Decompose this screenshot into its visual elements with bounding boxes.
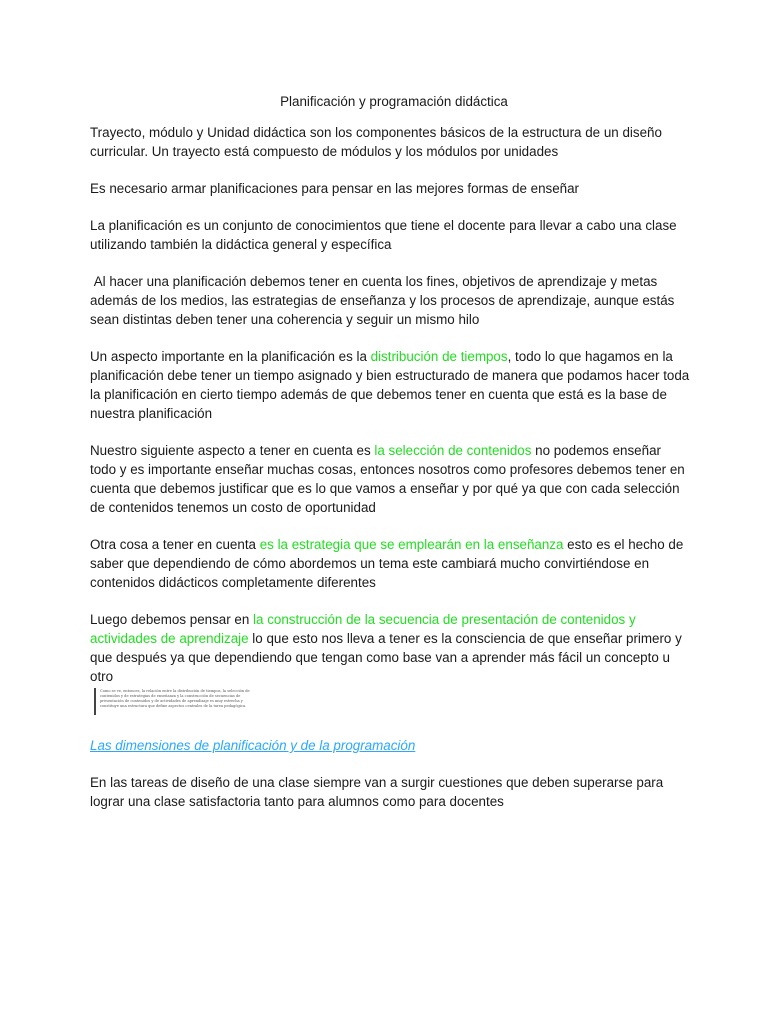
quote-image: Como se ve, entonces, la relación entre la distribución de tiempos, la selección de contenidos y de estrategias de enseñanza y la construcción de secuencias de presentación de contenidos y de actividades de aprendizaje es muy estrecha y constituye una estructura que define aspectos centrales de la tarea pedagógica.	[94, 688, 260, 715]
paragraph-text: Otra cosa a tener en cuenta	[90, 537, 260, 552]
highlight-distribucion-tiempos: distribución de tiempos	[370, 349, 508, 364]
section-heading-wrapper	[90, 736, 690, 755]
paragraph-secuencia	[90, 610, 690, 686]
highlight-seleccion-contenidos: la selección de contenidos	[374, 443, 532, 458]
paragraph-seleccion-contenidos	[90, 441, 690, 517]
document-title: Planificación y programación didáctica	[280, 94, 508, 109]
paragraph-text: Un aspecto importante en la planificación es la	[90, 349, 371, 364]
paragraph-tareas-diseno: En las tareas de diseño de una clase siempre van a surgir cuestiones que deben superarse para lograr una clase satisfactoria tanto para alumnos como para docentes	[90, 775, 664, 809]
paragraph-trayecto: Trayecto, módulo y Unidad didáctica son los componentes básicos de la estructura de un diseño curricular. Un trayecto está compuesto de módulos y los módulos por unidades	[90, 125, 662, 159]
document-body	[90, 92, 690, 829]
highlight-estrategia: es la estrategia que se emplearán en la enseñanza	[259, 537, 564, 552]
paragraph-fines-text: Al hacer una planificación debemos tener en cuenta los fines, objetivos de aprendizaje y metas además de los medios, las estrategias de enseñanza y los procesos de aprendizaje, aunque estás sean distintas deben tener una coherencia y seguir un mismo hilo	[90, 274, 679, 327]
paragraph-estrategia	[90, 535, 690, 592]
paragraph-planificacion-definicion: La planificación es un conjunto de conocimientos que tiene el docente para llevar a cabo una clase utilizando también la didáctica general y específica	[90, 218, 677, 252]
paragraph-text: Nuestro siguiente aspecto a tener en cuenta es	[90, 443, 375, 458]
highlight-secuencia: la construcción de la secuencia de presentación de contenidos y actividades de aprendizaje	[90, 612, 636, 646]
paragraph-text: lo que esto nos lleva a tener es la consciencia de que enseñar primero y que después ya que dependiendo que tengan como base van a aprender más fácil un concepto u otro	[90, 631, 682, 684]
section-heading-link[interactable]: Las dimensiones de planificación y de la programación	[90, 738, 416, 753]
paragraph-distribucion-tiempos	[90, 347, 690, 423]
paragraph-text: , todo lo que hagamos en la planificación debe tener un tiempo asignado y bien estructurado de manera que podamos hacer toda la planificación en cierto tiempo además de que debemos tener en cuenta que está es la base de nuestra planificación	[90, 349, 690, 421]
paragraph-text: Luego debemos pensar en	[90, 612, 254, 627]
paragraph-fines-objetivos	[90, 272, 690, 329]
paragraph-text: no podemos enseñar todo y es importante enseñar muchas cosas, entonces nosotros como profesores debemos tener en cuenta que debemos justificar que es lo que vamos a enseñar y por qué ya que con cada selección de contenidos tenemos un costo de oportunidad	[90, 443, 685, 515]
paragraph-necesario: Es necesario armar planificaciones para pensar en las mejores formas de enseñar	[90, 181, 580, 196]
paragraph-text: esto es el hecho de saber que dependiendo de cómo abordemos un tema este cambiará mucho convirtiéndose en contenidos didácticos completamente diferentes	[90, 537, 684, 590]
spacer	[90, 715, 690, 736]
